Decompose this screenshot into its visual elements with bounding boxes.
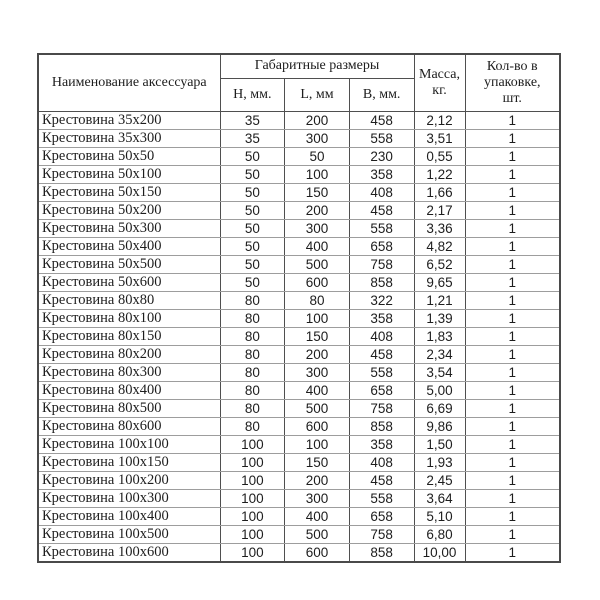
cell-qty: 1 <box>465 471 560 489</box>
cell-b: 558 <box>349 489 414 507</box>
cell-l: 300 <box>285 219 350 237</box>
table-row <box>38 543 560 562</box>
cell-b: 558 <box>349 219 414 237</box>
table-header <box>38 54 560 111</box>
cell-mass: 6,69 <box>414 399 465 417</box>
cell-l: 50 <box>285 147 350 165</box>
cell-b: 322 <box>349 291 414 309</box>
cell-h: 50 <box>220 255 285 273</box>
cell-b: 358 <box>349 165 414 183</box>
cell-l: 150 <box>285 327 350 345</box>
cell-mass: 9,65 <box>414 273 465 291</box>
cell-h: 80 <box>220 363 285 381</box>
cell-b: 658 <box>349 507 414 525</box>
cell-l: 100 <box>285 309 350 327</box>
cell-name: Крестовина 80x80 <box>38 291 220 309</box>
cell-b: 658 <box>349 381 414 399</box>
cell-mass: 1,66 <box>414 183 465 201</box>
cell-mass: 3,64 <box>414 489 465 507</box>
cell-qty: 1 <box>465 255 560 273</box>
cell-l: 500 <box>285 255 350 273</box>
col-header-b: B, мм. <box>349 78 414 111</box>
cell-name: Крестовина 80x600 <box>38 417 220 435</box>
cell-h: 80 <box>220 345 285 363</box>
cell-l: 200 <box>285 201 350 219</box>
cell-l: 600 <box>285 543 350 562</box>
col-header-h: H, мм. <box>220 78 285 111</box>
cell-b: 558 <box>349 363 414 381</box>
table-row <box>38 345 560 363</box>
cell-mass: 3,54 <box>414 363 465 381</box>
table-row <box>38 381 560 399</box>
table-row <box>38 291 560 309</box>
cell-l: 80 <box>285 291 350 309</box>
cell-name: Крестовина 100x300 <box>38 489 220 507</box>
cell-h: 50 <box>220 165 285 183</box>
cell-mass: 2,34 <box>414 345 465 363</box>
cell-qty: 1 <box>465 111 560 129</box>
cell-mass: 5,10 <box>414 507 465 525</box>
cell-mass: 9,86 <box>414 417 465 435</box>
cell-name: Крестовина 80x400 <box>38 381 220 399</box>
cell-l: 300 <box>285 129 350 147</box>
table-row <box>38 363 560 381</box>
table-row <box>38 471 560 489</box>
cell-h: 50 <box>220 219 285 237</box>
cell-l: 400 <box>285 507 350 525</box>
cell-qty: 1 <box>465 309 560 327</box>
table-row <box>38 399 560 417</box>
cell-h: 100 <box>220 543 285 562</box>
cell-qty: 1 <box>465 489 560 507</box>
cell-mass: 1,83 <box>414 327 465 345</box>
cell-name: Крестовина 50x600 <box>38 273 220 291</box>
cell-h: 50 <box>220 273 285 291</box>
cell-mass: 1,22 <box>414 165 465 183</box>
col-header-name: Наименование аксессуара <box>38 54 220 111</box>
cell-name: Крестовина 35x200 <box>38 111 220 129</box>
cell-mass: 3,36 <box>414 219 465 237</box>
cell-l: 200 <box>285 345 350 363</box>
cell-h: 100 <box>220 453 285 471</box>
cell-b: 858 <box>349 273 414 291</box>
table-body <box>38 111 560 562</box>
table-row <box>38 147 560 165</box>
cell-h: 50 <box>220 237 285 255</box>
cell-b: 458 <box>349 345 414 363</box>
cell-b: 358 <box>349 435 414 453</box>
cell-b: 558 <box>349 129 414 147</box>
cell-name: Крестовина 80x500 <box>38 399 220 417</box>
cell-name: Крестовина 100x100 <box>38 435 220 453</box>
table-row <box>38 435 560 453</box>
cell-mass: 2,12 <box>414 111 465 129</box>
cell-h: 100 <box>220 435 285 453</box>
cell-mass: 3,51 <box>414 129 465 147</box>
cell-name: Крестовина 50x400 <box>38 237 220 255</box>
table-row <box>38 309 560 327</box>
cell-name: Крестовина 50x150 <box>38 183 220 201</box>
cell-name: Крестовина 80x200 <box>38 345 220 363</box>
cell-mass: 5,00 <box>414 381 465 399</box>
cell-qty: 1 <box>465 345 560 363</box>
cell-qty: 1 <box>465 381 560 399</box>
cell-l: 100 <box>285 165 350 183</box>
cell-b: 858 <box>349 543 414 562</box>
cell-name: Крестовина 50x500 <box>38 255 220 273</box>
cell-mass: 2,45 <box>414 471 465 489</box>
table-row <box>38 417 560 435</box>
cell-b: 458 <box>349 471 414 489</box>
cell-b: 408 <box>349 453 414 471</box>
cell-name: Крестовина 50x50 <box>38 147 220 165</box>
cell-l: 200 <box>285 471 350 489</box>
table-row <box>38 273 560 291</box>
cell-mass: 6,80 <box>414 525 465 543</box>
cell-h: 80 <box>220 381 285 399</box>
cell-l: 500 <box>285 525 350 543</box>
cell-b: 408 <box>349 327 414 345</box>
cell-name: Крестовина 50x300 <box>38 219 220 237</box>
cell-qty: 1 <box>465 399 560 417</box>
cell-mass: 1,21 <box>414 291 465 309</box>
cell-l: 600 <box>285 273 350 291</box>
cell-mass: 6,52 <box>414 255 465 273</box>
cell-name: Крестовина 100x500 <box>38 525 220 543</box>
cell-h: 80 <box>220 417 285 435</box>
cell-b: 758 <box>349 525 414 543</box>
cell-mass: 2,17 <box>414 201 465 219</box>
cell-l: 400 <box>285 381 350 399</box>
cell-b: 408 <box>349 183 414 201</box>
cell-l: 600 <box>285 417 350 435</box>
cell-h: 35 <box>220 129 285 147</box>
cell-h: 100 <box>220 489 285 507</box>
cell-mass: 0,55 <box>414 147 465 165</box>
cell-qty: 1 <box>465 165 560 183</box>
table-row <box>38 453 560 471</box>
table-row <box>38 219 560 237</box>
cell-name: Крестовина 100x200 <box>38 471 220 489</box>
cell-name: Крестовина 100x600 <box>38 543 220 562</box>
cell-qty: 1 <box>465 327 560 345</box>
cell-qty: 1 <box>465 183 560 201</box>
cell-mass: 1,93 <box>414 453 465 471</box>
cell-b: 658 <box>349 237 414 255</box>
table-row <box>38 255 560 273</box>
cell-b: 458 <box>349 201 414 219</box>
cell-qty: 1 <box>465 219 560 237</box>
cell-h: 80 <box>220 399 285 417</box>
table-row <box>38 507 560 525</box>
cell-name: Крестовина 50x100 <box>38 165 220 183</box>
table-row <box>38 525 560 543</box>
cell-mass: 4,82 <box>414 237 465 255</box>
cell-h: 80 <box>220 309 285 327</box>
cell-l: 300 <box>285 363 350 381</box>
cell-name: Крестовина 35x300 <box>38 129 220 147</box>
cell-l: 150 <box>285 453 350 471</box>
col-header-l: L, мм <box>285 78 350 111</box>
cell-mass: 1,50 <box>414 435 465 453</box>
cell-name: Крестовина 100x400 <box>38 507 220 525</box>
cell-b: 358 <box>349 309 414 327</box>
cell-h: 50 <box>220 201 285 219</box>
col-header-mass: Масса, кг. <box>414 54 465 111</box>
cell-mass: 1,39 <box>414 309 465 327</box>
cell-name: Крестовина 80x150 <box>38 327 220 345</box>
cell-b: 230 <box>349 147 414 165</box>
cell-qty: 1 <box>465 453 560 471</box>
cell-l: 400 <box>285 237 350 255</box>
cell-h: 100 <box>220 525 285 543</box>
cell-qty: 1 <box>465 273 560 291</box>
table-row <box>38 111 560 129</box>
cell-l: 300 <box>285 489 350 507</box>
cell-l: 100 <box>285 435 350 453</box>
cell-qty: 1 <box>465 543 560 562</box>
header-row-top <box>38 54 560 78</box>
cell-qty: 1 <box>465 417 560 435</box>
table-row <box>38 489 560 507</box>
table-row <box>38 165 560 183</box>
cell-qty: 1 <box>465 363 560 381</box>
cell-qty: 1 <box>465 507 560 525</box>
cell-mass: 10,00 <box>414 543 465 562</box>
cell-name: Крестовина 80x300 <box>38 363 220 381</box>
cell-h: 80 <box>220 291 285 309</box>
table-row <box>38 129 560 147</box>
table-row <box>38 237 560 255</box>
cell-b: 758 <box>349 399 414 417</box>
cell-l: 150 <box>285 183 350 201</box>
table-row <box>38 327 560 345</box>
cell-qty: 1 <box>465 237 560 255</box>
cell-qty: 1 <box>465 435 560 453</box>
cell-h: 80 <box>220 327 285 345</box>
accessory-dimensions-table <box>37 53 561 563</box>
cell-qty: 1 <box>465 201 560 219</box>
col-header-qty: Кол-во в упаковке, шт. <box>465 54 560 111</box>
col-header-dimensions-group: Габаритные размеры <box>220 54 414 78</box>
cell-qty: 1 <box>465 525 560 543</box>
cell-name: Крестовина 80x100 <box>38 309 220 327</box>
cell-h: 100 <box>220 507 285 525</box>
cell-qty: 1 <box>465 147 560 165</box>
cell-b: 458 <box>349 111 414 129</box>
cell-h: 35 <box>220 111 285 129</box>
cell-h: 100 <box>220 471 285 489</box>
cell-qty: 1 <box>465 129 560 147</box>
cell-b: 758 <box>349 255 414 273</box>
cell-b: 858 <box>349 417 414 435</box>
table-row <box>38 201 560 219</box>
table-row <box>38 183 560 201</box>
cell-name: Крестовина 50x200 <box>38 201 220 219</box>
cell-l: 500 <box>285 399 350 417</box>
cell-qty: 1 <box>465 291 560 309</box>
cell-name: Крестовина 100x150 <box>38 453 220 471</box>
cell-h: 50 <box>220 183 285 201</box>
cell-h: 50 <box>220 147 285 165</box>
cell-l: 200 <box>285 111 350 129</box>
